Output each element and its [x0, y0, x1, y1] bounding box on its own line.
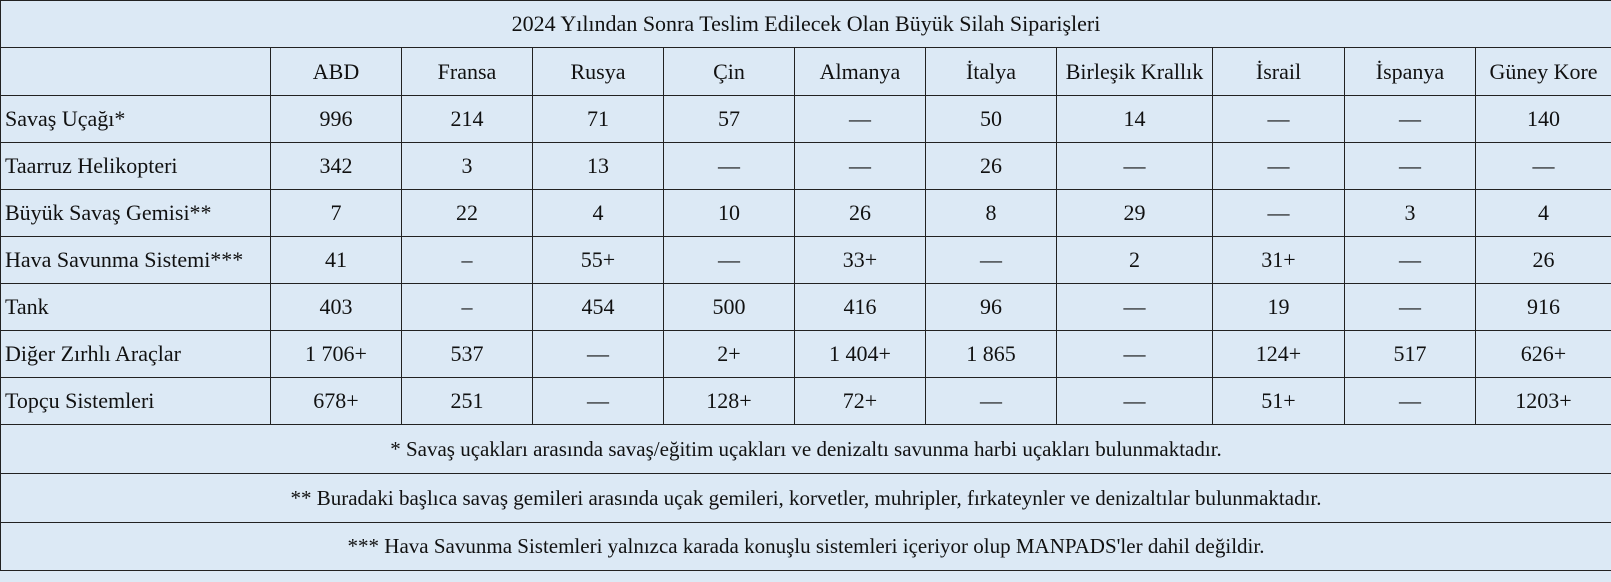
row-label: Diğer Zırhlı Araçlar [1, 331, 271, 378]
table-cell: 1203+ [1476, 378, 1611, 425]
table-cell: 454 [533, 284, 664, 331]
table-cell: — [1476, 143, 1611, 190]
table-cell: 14 [1057, 96, 1213, 143]
table-cell: 678+ [271, 378, 402, 425]
table-row [1, 331, 1611, 378]
table-cell: 916 [1476, 284, 1611, 331]
table-cell: — [664, 237, 795, 284]
table-cell: — [1345, 378, 1476, 425]
table-cell: — [1345, 237, 1476, 284]
table-cell: 416 [795, 284, 926, 331]
table-cell: 3 [402, 143, 533, 190]
footnote: ** Buradaki başlıca savaş gemileri arasında uçak gemileri, korvetler, muhripler, fırkateynler ve denizaltılar bulunmaktadır. [1, 474, 1611, 523]
table-cell: 19 [1213, 284, 1345, 331]
table-cell: — [1057, 284, 1213, 331]
table-row [1, 190, 1611, 237]
table-cell: 4 [1476, 190, 1611, 237]
table-cell: 7 [271, 190, 402, 237]
row-label: Büyük Savaş Gemisi** [1, 190, 271, 237]
column-header: Güney Kore [1476, 48, 1611, 96]
table-cell: 26 [926, 143, 1057, 190]
table-cell: 1 865 [926, 331, 1057, 378]
table-cell: 96 [926, 284, 1057, 331]
table-cell: 13 [533, 143, 664, 190]
column-header: Birleşik Krallık [1057, 48, 1213, 96]
table-cell: 1 404+ [795, 331, 926, 378]
table-cell: 41 [271, 237, 402, 284]
table-cell: 517 [1345, 331, 1476, 378]
column-header: Fransa [402, 48, 533, 96]
row-label: Taarruz Helikopteri [1, 143, 271, 190]
table-cell: — [533, 331, 664, 378]
table-cell: 251 [402, 378, 533, 425]
table-cell: 124+ [1213, 331, 1345, 378]
row-label: Savaş Uçağı* [1, 96, 271, 143]
table-cell: — [1213, 190, 1345, 237]
table-cell: 128+ [664, 378, 795, 425]
table-cell: 71 [533, 96, 664, 143]
table-cell: 10 [664, 190, 795, 237]
table-cell: 214 [402, 96, 533, 143]
table-title: 2024 Yılından Sonra Teslim Edilecek Olan Büyük Silah Siparişleri [1, 1, 1611, 48]
table-cell: — [1345, 143, 1476, 190]
table-row [1, 378, 1611, 425]
row-label: Topçu Sistemleri [1, 378, 271, 425]
table-cell: 33+ [795, 237, 926, 284]
column-header: İtalya [926, 48, 1057, 96]
table-cell: — [926, 237, 1057, 284]
column-header: ABD [271, 48, 402, 96]
table-cell: – [402, 284, 533, 331]
row-label: Hava Savunma Sistemi*** [1, 237, 271, 284]
table-cell: — [1213, 96, 1345, 143]
table-row [1, 143, 1611, 190]
table-cell: 2+ [664, 331, 795, 378]
column-header: İspanya [1345, 48, 1476, 96]
table-cell: 72+ [795, 378, 926, 425]
table-cell: 140 [1476, 96, 1611, 143]
column-header: İsrail [1213, 48, 1345, 96]
table-cell: — [795, 96, 926, 143]
table-cell: 29 [1057, 190, 1213, 237]
table-cell: 537 [402, 331, 533, 378]
table-row [1, 284, 1611, 331]
table-cell: 2 [1057, 237, 1213, 284]
table-cell: 4 [533, 190, 664, 237]
table-cell: — [1057, 331, 1213, 378]
table-cell: 26 [1476, 237, 1611, 284]
table-cell: 342 [271, 143, 402, 190]
column-header: Rusya [533, 48, 664, 96]
table-cell: 55+ [533, 237, 664, 284]
table-cell: — [664, 143, 795, 190]
table-cell: 26 [795, 190, 926, 237]
header-corner-cell [1, 48, 271, 96]
table-cell: — [1345, 96, 1476, 143]
table-cell: 996 [271, 96, 402, 143]
table-row [1, 96, 1611, 143]
table-cell: 403 [271, 284, 402, 331]
table-cell: — [533, 378, 664, 425]
table-cell: 57 [664, 96, 795, 143]
table-cell: – [402, 237, 533, 284]
table-cell: 8 [926, 190, 1057, 237]
table-cell: 22 [402, 190, 533, 237]
footnote: *** Hava Savunma Sistemleri yalnızca karada konuşlu sistemleri içeriyor olup MANPADS'ler dahil değildir. [1, 523, 1611, 571]
table-cell: — [1345, 284, 1476, 331]
table-cell: — [795, 143, 926, 190]
table-cell: 626+ [1476, 331, 1611, 378]
table-cell: — [1057, 378, 1213, 425]
table-cell: — [926, 378, 1057, 425]
column-header: Almanya [795, 48, 926, 96]
table-cell: 3 [1345, 190, 1476, 237]
table-cell: 1 706+ [271, 331, 402, 378]
table-cell: 31+ [1213, 237, 1345, 284]
table-cell: 50 [926, 96, 1057, 143]
column-header: Çin [664, 48, 795, 96]
row-label: Tank [1, 284, 271, 331]
table-cell: — [1057, 143, 1213, 190]
table-cell: 500 [664, 284, 795, 331]
table-row [1, 237, 1611, 284]
footnote: * Savaş uçakları arasında savaş/eğitim uçakları ve denizaltı savunma harbi uçakları bulunmaktadır. [1, 425, 1611, 474]
table-cell: — [1213, 143, 1345, 190]
table-cell: 51+ [1213, 378, 1345, 425]
